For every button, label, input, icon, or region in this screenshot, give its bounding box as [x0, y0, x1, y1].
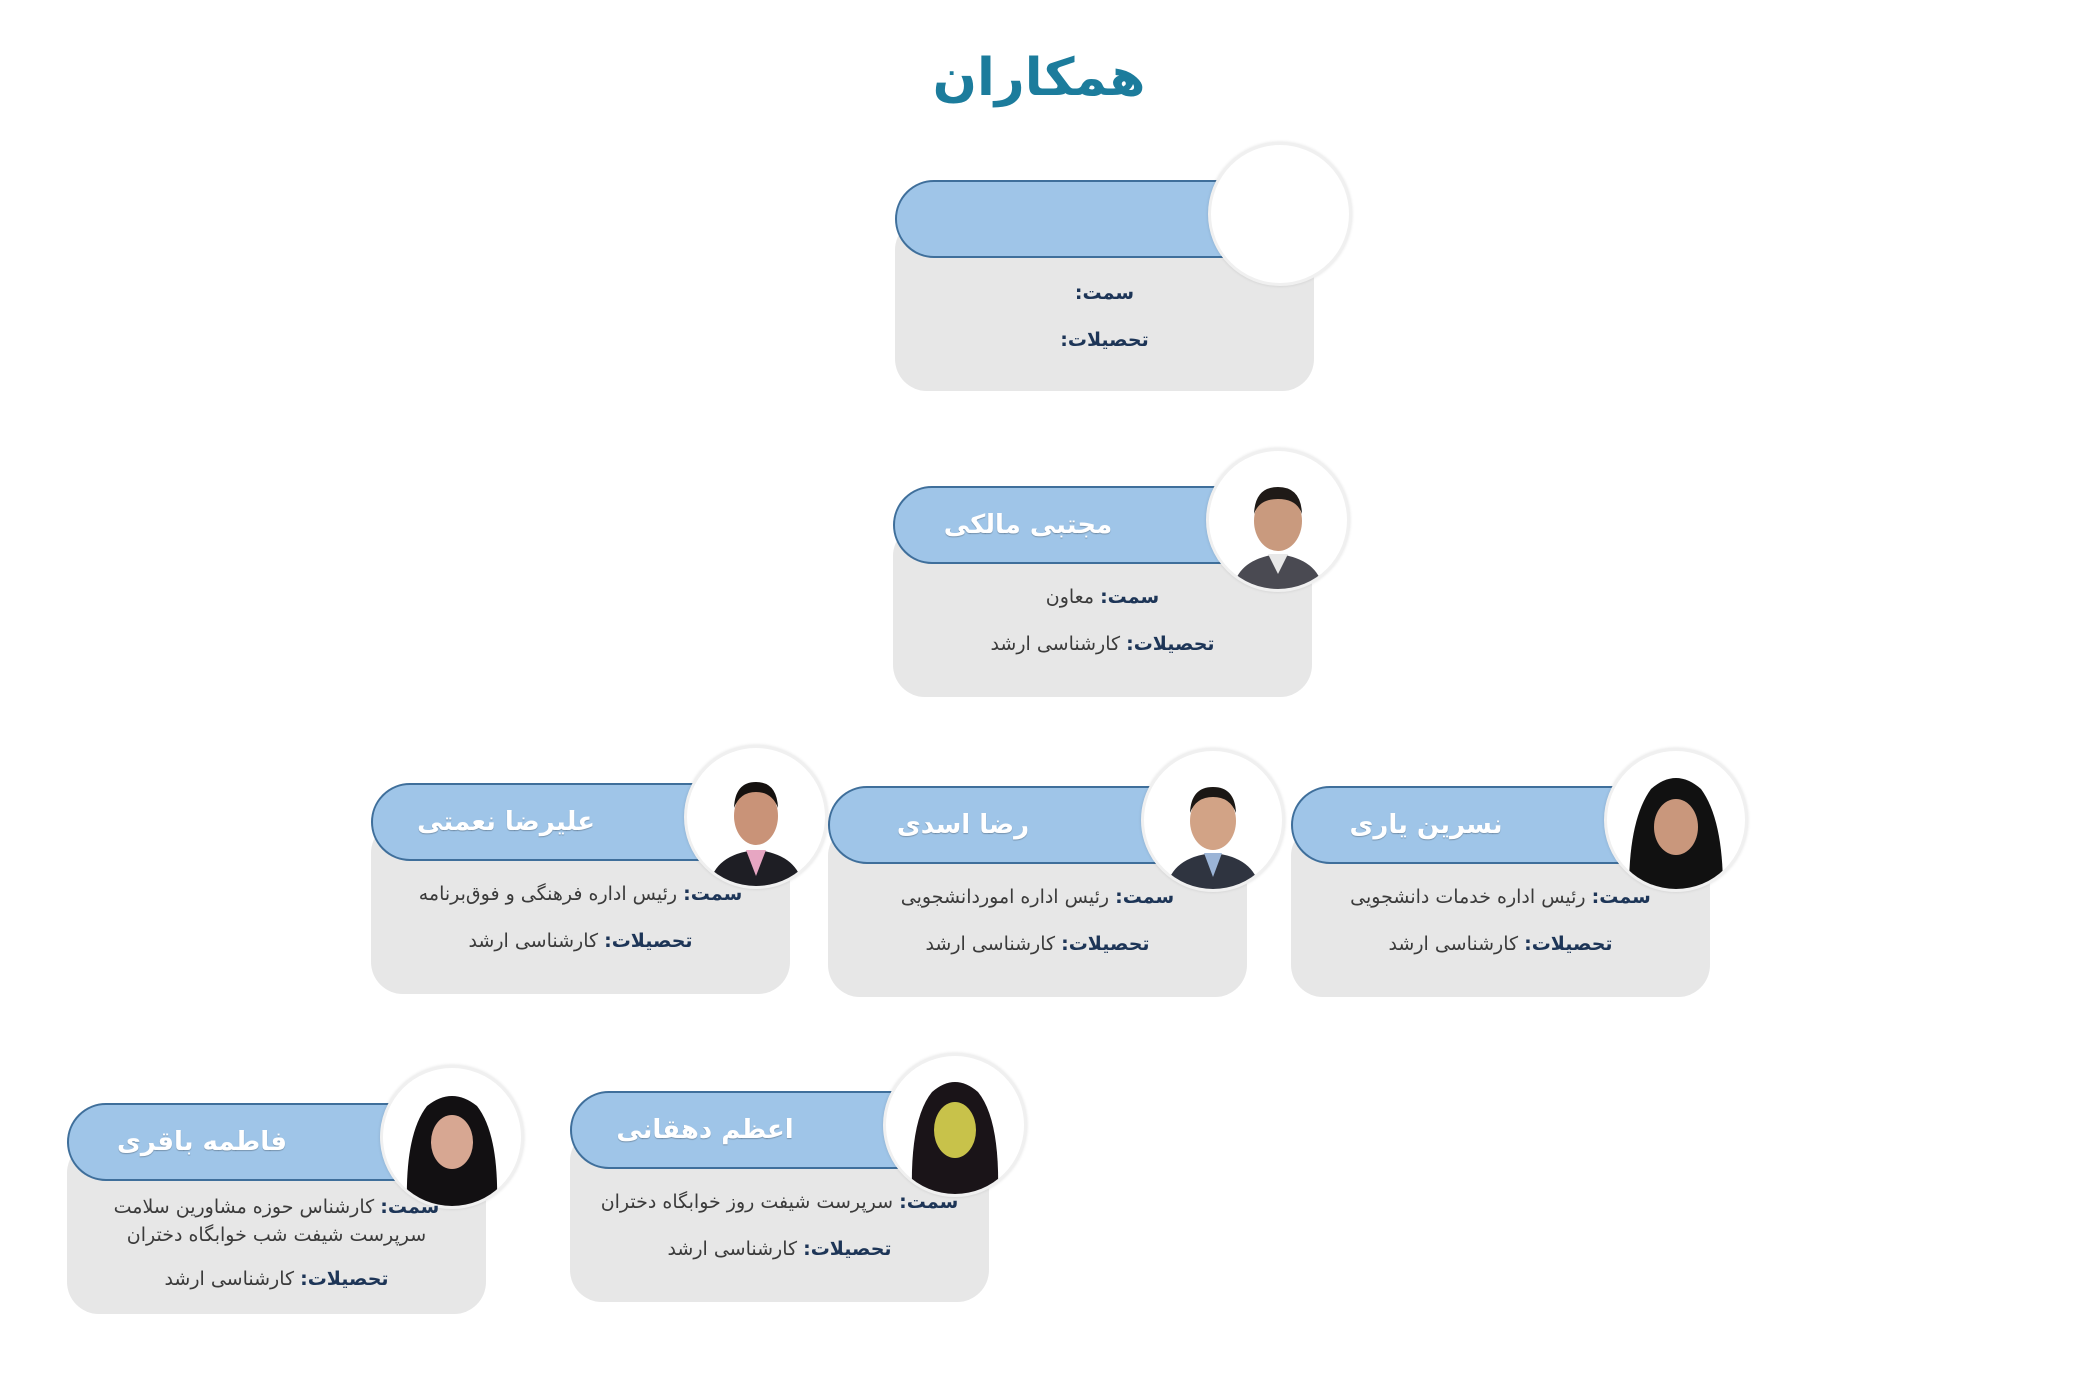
position-label: سمت:: [683, 883, 743, 905]
woman-portrait-icon: [1611, 759, 1741, 889]
staff-card-bagheri: [67, 1103, 486, 1314]
education-line: [913, 629, 1292, 660]
staff-name: رضا اسدی: [896, 810, 1030, 840]
position-label: سمت:: [1100, 586, 1160, 608]
man-portrait: [1206, 448, 1350, 592]
position-line: [590, 1187, 969, 1218]
name-bar: [371, 783, 731, 861]
education-value: کارشناسی ارشد: [667, 1238, 798, 1260]
man-portrait-icon: [691, 756, 821, 886]
woman-portrait-icon: [387, 1076, 517, 1206]
woman-portrait: [1604, 748, 1748, 892]
name-bar: [67, 1103, 427, 1181]
position-value: سرپرست شیفت روز خوابگاه دختران: [600, 1191, 894, 1213]
staff-name: اعظم دهقانی: [616, 1115, 794, 1145]
staff-card-empty: [895, 180, 1314, 391]
staff-info: [913, 582, 1292, 676]
staff-card-asadi: [828, 786, 1247, 997]
staff-name: علیرضا نعمتی: [417, 807, 595, 837]
education-line: [590, 1234, 969, 1265]
name-bar: [570, 1091, 930, 1169]
position-line-2: [87, 1221, 466, 1249]
position-label: سمت:: [1591, 886, 1651, 908]
education-line: [848, 929, 1227, 960]
education-value: کارشناسی ارشد: [990, 633, 1121, 655]
man-portrait-icon: [1148, 759, 1278, 889]
staff-card-maleki: [893, 486, 1312, 697]
page-title: همکاران: [932, 48, 1146, 108]
education-label: تحصیلات:: [1524, 933, 1613, 955]
education-value: کارشناسی ارشد: [925, 933, 1056, 955]
man-portrait: [684, 745, 828, 889]
position-value: رئیس اداره فرهنگی و فوق‌برنامه: [418, 883, 678, 905]
staff-card-dehghani: [570, 1091, 989, 1302]
empty-photo: [1208, 142, 1352, 286]
staff-name: فاطمه باقری: [116, 1127, 288, 1157]
position-value: کارشناس حوزه مشاورین سلامت: [113, 1196, 375, 1218]
position-label: سمت:: [380, 1196, 440, 1218]
staff-name: نسرین یاری: [1349, 810, 1503, 840]
education-label: تحصیلات:: [1060, 329, 1149, 351]
education-value: کارشناسی ارشد: [1388, 933, 1519, 955]
education-line: [915, 325, 1294, 356]
staff-info: [915, 278, 1294, 372]
position-line: [391, 879, 770, 910]
position-value: رئیس اداره خدمات دانشجویی: [1350, 886, 1586, 908]
woman-portrait: [380, 1065, 524, 1209]
position-label: سمت:: [899, 1191, 959, 1213]
staff-info: [1311, 882, 1690, 976]
education-line: [87, 1265, 466, 1293]
position-label: سمت:: [1115, 886, 1175, 908]
staff-info: [87, 1193, 466, 1309]
staff-card-yari: [1291, 786, 1710, 997]
education-label: تحصیلات:: [604, 930, 693, 952]
position-label: سمت:: [1074, 282, 1135, 304]
education-label: تحصیلات:: [803, 1238, 892, 1260]
name-bar: [1291, 786, 1651, 864]
staff-name: مجتبی مالکی: [943, 510, 1113, 540]
name-bar: [893, 486, 1253, 564]
position-line: [913, 582, 1292, 613]
education-value: کارشناسی ارشد: [164, 1268, 295, 1290]
man-portrait: [1141, 748, 1285, 892]
position-value: معاون: [1045, 586, 1095, 608]
education-line: [391, 926, 770, 957]
staff-info: [590, 1187, 969, 1281]
education-line: [1311, 929, 1690, 960]
position-line: [87, 1193, 466, 1221]
man-portrait-icon: [1213, 459, 1343, 589]
staff-info: [848, 882, 1227, 976]
position-line: [848, 882, 1227, 913]
education-value: کارشناسی ارشد: [468, 930, 599, 952]
name-bar: [828, 786, 1188, 864]
education-label: تحصیلات:: [300, 1268, 389, 1290]
position-value-2: سرپرست شیفت شب خوابگاه دختران: [126, 1224, 427, 1246]
name-bar: [895, 180, 1255, 258]
position-line: [1311, 882, 1690, 913]
staff-info: [391, 879, 770, 973]
education-label: تحصیلات:: [1126, 633, 1215, 655]
position-line: [915, 278, 1294, 309]
staff-card-nemati: [371, 783, 790, 994]
education-label: تحصیلات:: [1061, 933, 1150, 955]
position-value: رئیس اداره اموردانشجویی: [900, 886, 1110, 908]
woman-portrait-icon: [890, 1064, 1020, 1194]
woman-portrait: [883, 1053, 1027, 1197]
